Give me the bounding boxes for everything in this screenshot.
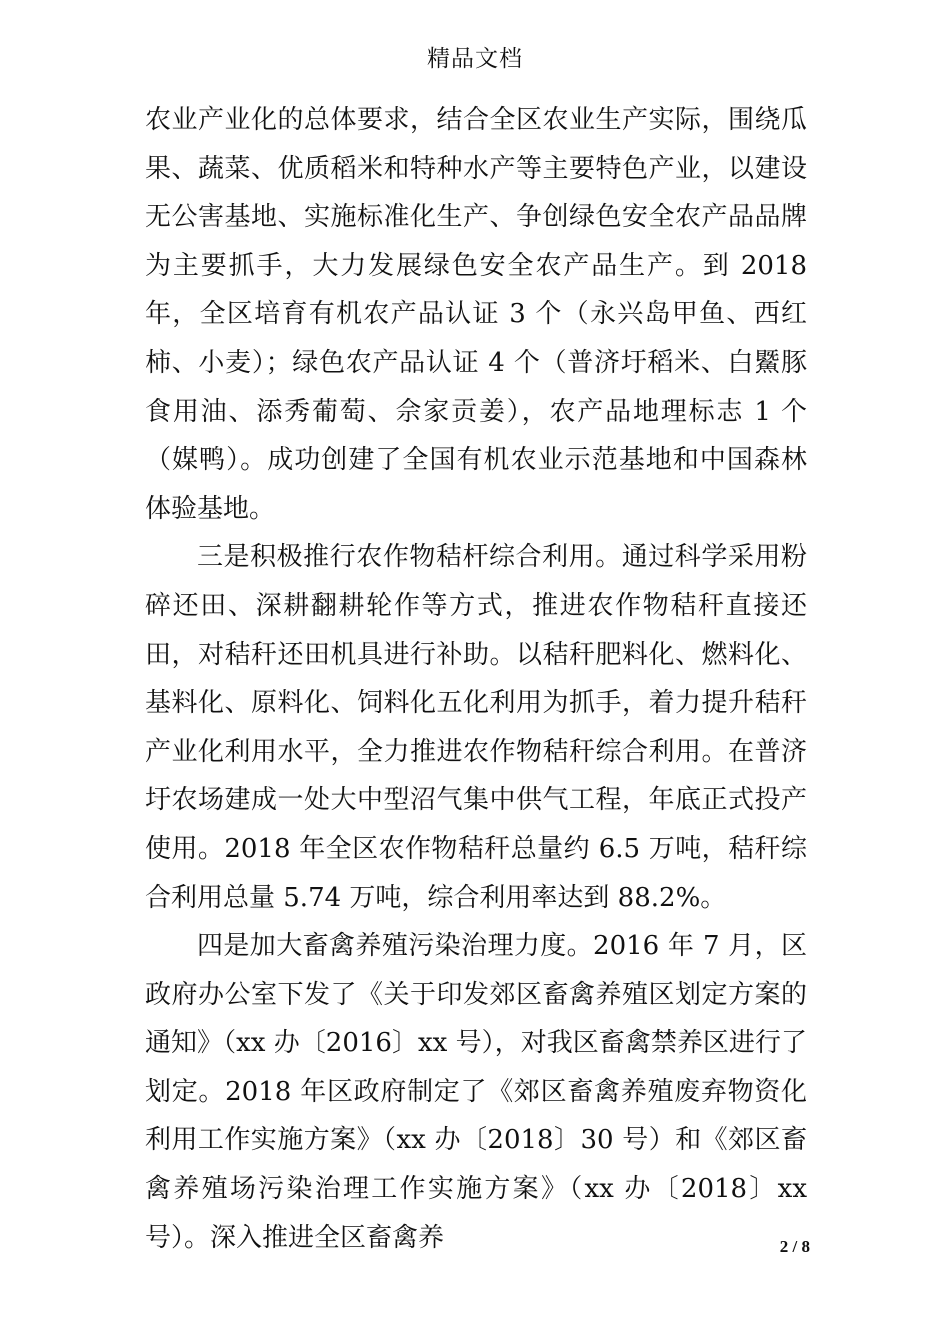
- page-number: 2 / 8: [779, 1237, 810, 1256]
- body-paragraph: 四是加大畜禽养殖污染治理力度。2016 年 7 月，区政府办公室下发了《关于印发郊区畜禽养殖区划定方案的通知》（xx 办〔2016〕xx 号），对我区畜禽禁养区进行了划定。2018 年区政府制定了《郊区畜禽养殖废弃物资化利用工作实施方案》（xx 办〔2018〕30 号）和《郊区畜禽养殖场污染治理工作实施方案》（xx 办〔2018〕xx 号）。深入推进全区畜禽养: [145, 931, 807, 1253]
- body-paragraph: 三是积极推行农作物秸杆综合利用。通过科学采用粉碎还田、深耕翻耕轮作等方式，推进农作物秸秆直接还田，对秸秆还田机具进行补助。以秸秆肥料化、燃料化、基料化、原料化、饲料化五化利用为抓手，着力提升秸秆产业化利用水平，全力推进农作物秸秆综合利用。在普济圩农场建成一处大中型沼气集中供气工程，年底正式投产使用。2018 年全区农作物秸秆总量约 6.5 万吨，秸秆综合利用总量 5.74 万吨，综合利用率达到 88.2%。: [145, 542, 807, 913]
- document-body: [145, 96, 807, 1262]
- page-header-title: 精品文档: [427, 46, 523, 72]
- body-paragraph: 农业产业化的总体要求，结合全区农业生产实际，围绕瓜果、蔬菜、优质稻米和特种水产等主要特色产业，以建设无公害基地、实施标准化生产、争创绿色安全农产品品牌为主要抓手，大力发展绿色安全农产品生产。到 2018 年，全区培育有机农产品认证 3 个（永兴岛甲鱼、西红柿、小麦）；绿色农产品认证 4 个（普济圩稻米、白鱀豚食用油、添秀葡萄、佘家贡姜），农产品地理标志 1 个（媒鸭）。成功创建了全国有机农业示范基地和中国森林体验基地。: [145, 105, 807, 524]
